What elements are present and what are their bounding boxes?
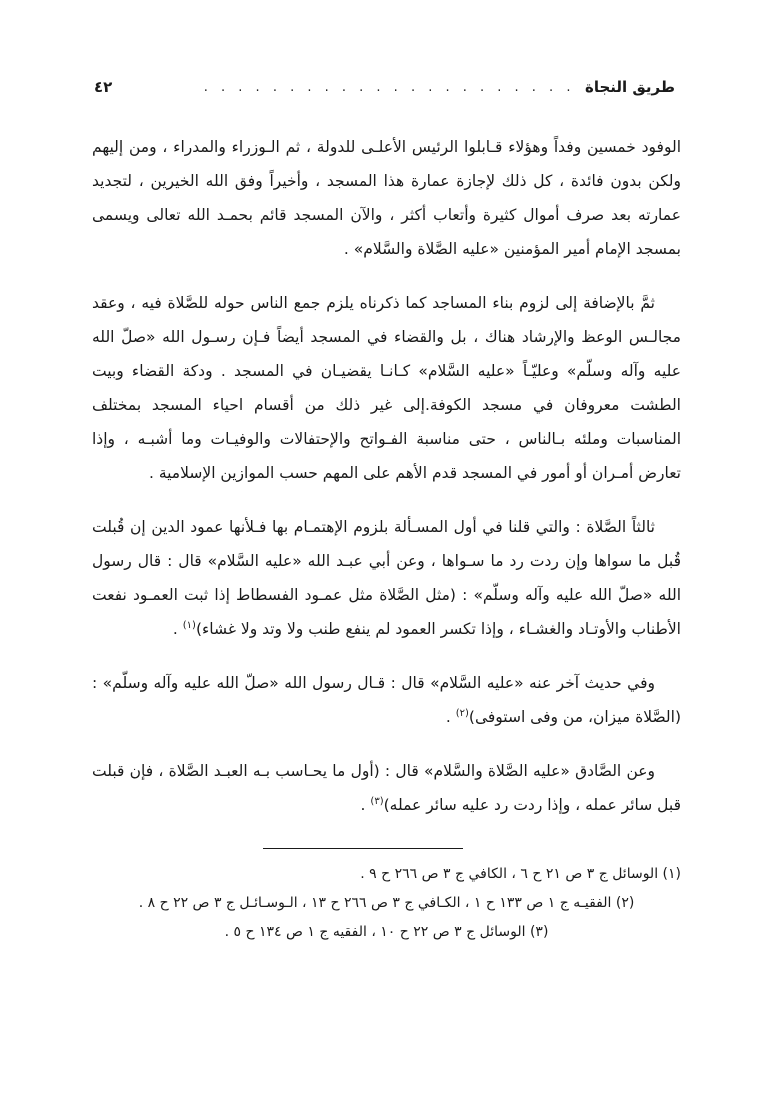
- page-header: [92, 78, 681, 96]
- footnote-ref-3[interactable]: (٣): [370, 795, 384, 807]
- footnote-item-2: (٢) الفقيـه ج ١ ص ١٣٣ ح ١ ، الكـافي ج ٣ ص ٢٦٦ ح ١٣ ، الـوسـائـل ج ٣ ص ٢٢ ح ٨ .: [138, 895, 635, 911]
- paragraph-4-text: وفي حديث آخر عنه «عليه السَّلام» قال : قـال رسول الله «صلّ الله عليه وآله وسلّم» : (الصَّلاة ميزان، من وفى استوفى): [92, 674, 681, 726]
- paragraph-3-text: ثالثاً الصَّلاة : والتي قلنا في أول المسـألة بلزوم الإهتمـام بها فـلأنها عمود الدين إن قُبلت قُبل ما سواها وإن ردت رد ما سـواها ، وعن أبي عبـد الله «عليه السَّلام» قال : قال رسول الله «صلّ الله عليه وآله وسلّم» : (مثل الصَّلاة مثل عمـود الفسطاط إذا ثبت العمـود نفعت الأطناب والأوتـاد والغشـاء ، وإذا تكسر العمود لم ينفع طنب ولا وتد ولا غشاء): [92, 518, 681, 638]
- footnote-item-1: (١) الوسائل ج ٣ ص ٢١ ح ٦ ، الكافي ج ٣ ص ٢٦٦ ح ٩ .: [360, 866, 681, 882]
- footnote-ref-2[interactable]: (٢): [455, 707, 469, 719]
- footnote-divider: [263, 848, 463, 849]
- body-text: [92, 130, 681, 822]
- footnote-section: [92, 848, 681, 946]
- paragraph-3: ثالثاً الصَّلاة : والتي قلنا في أول المسـألة بلزوم الإهتمـام بها فـلأنها عمود الدين إن قُبلت قُبل ما سواها وإن ردت رد ما سـواها ، وعن أبي عبـد الله «عليه السَّلام» قال : قال رسول الله «صلّ الله عليه وآله وسلّم» : (مثل الصَّلاة مثل عمـود الفسطاط إذا ثبت العمـود نفعت الأطناب والأوتـاد والغشـاء ، وإذا تكسر العمود لم ينفع طنب ولا وتد ولا غشاء)$^{(١)}$ .: [92, 518, 681, 638]
- header-dot-leader: . . . . . . . . . . . . . . . . . . . . . .: [203, 80, 575, 95]
- paragraph-2-text: ثمَّ بالإضافة إلى لزوم بناء المساجد كما ذكرناه يلزم جمع الناس حوله للصَّلاة فيه ، وعقد مجالـس الوعظ والإرشاد هناك ، بل والقضاء في المسجد أيضاً فـإن رسـول الله «صلّ الله عليه وآله وسلّم» وعليّـاً «عليه السَّلام» كـانـا يقضيـان في المسجد . ودكة القضاء وبيت الطشت معروفان في مسجد الكوفة.إلى غير ذلك من أقسام احياء المسجد بمختلف المناسبات وملئه بـالناس ، حتى مناسبة الفـواتح والإحتفالات والوفيـات وما أشبـه ، وإذا تعارض أمـران أو أمور في المسجد قدم الأهم على المهم حسب الموازين الإسلامية .: [92, 294, 681, 482]
- page-number: ٤٢: [94, 78, 113, 96]
- paragraph-1-text: الوفود خمسين وفداً وهؤلاء قـابلوا الرئيس الأعلـى للدولة ، ثم الـوزراء والمدراء ، ومن إليهم ولكن بدون فائدة ، كل ذلك لإجازة عمارة هذا المسجد ، وأخيراً وفق الله الخيرين ، لتجديد عمارته بعد صرف أموال كثيرة وأتعاب أكثر ، والآن المسجد قائم بحمـد الله تعالى ويسمى بمسجد الإمام أمير المؤمنين «عليه الصَّلاة والسَّلام» .: [92, 138, 681, 258]
- paragraph-1: [92, 130, 681, 266]
- book-title: طريق النجاة: [584, 78, 675, 96]
- paragraph-2: [92, 286, 681, 490]
- paragraph-5-text: وعن الصَّادق «عليه الصَّلاة والسَّلام» قال : (أول ما يحـاسب بـه العبـد الصَّلاة ، فإن قبلت قبل سائر عمله ، وإذا ردت رد عليه سائر عمله): [92, 762, 681, 814]
- paragraph-4: وفي حديث آخر عنه «عليه السَّلام» قال : قـال رسول الله «صلّ الله عليه وآله وسلّم» : (الصَّلاة ميزان، من وفى استوفى)$^{(٢)}$ .: [92, 674, 681, 726]
- paragraph-5: وعن الصَّادق «عليه الصَّلاة والسَّلام» قال : (أول ما يحـاسب بـه العبـد الصَّلاة ، فإن قبلت قبل سائر عمله ، وإذا ردت رد عليه سائر عمله)$^{(٣)}$ .: [92, 762, 681, 814]
- footnote-ref-1[interactable]: (١): [182, 619, 196, 631]
- footnote-item-3: (٣) الوسائل ج ٣ ص ٢٢ ح ١٠ ، الفقيه ج ١ ص ١٣٤ ح ٥ .: [224, 924, 549, 940]
